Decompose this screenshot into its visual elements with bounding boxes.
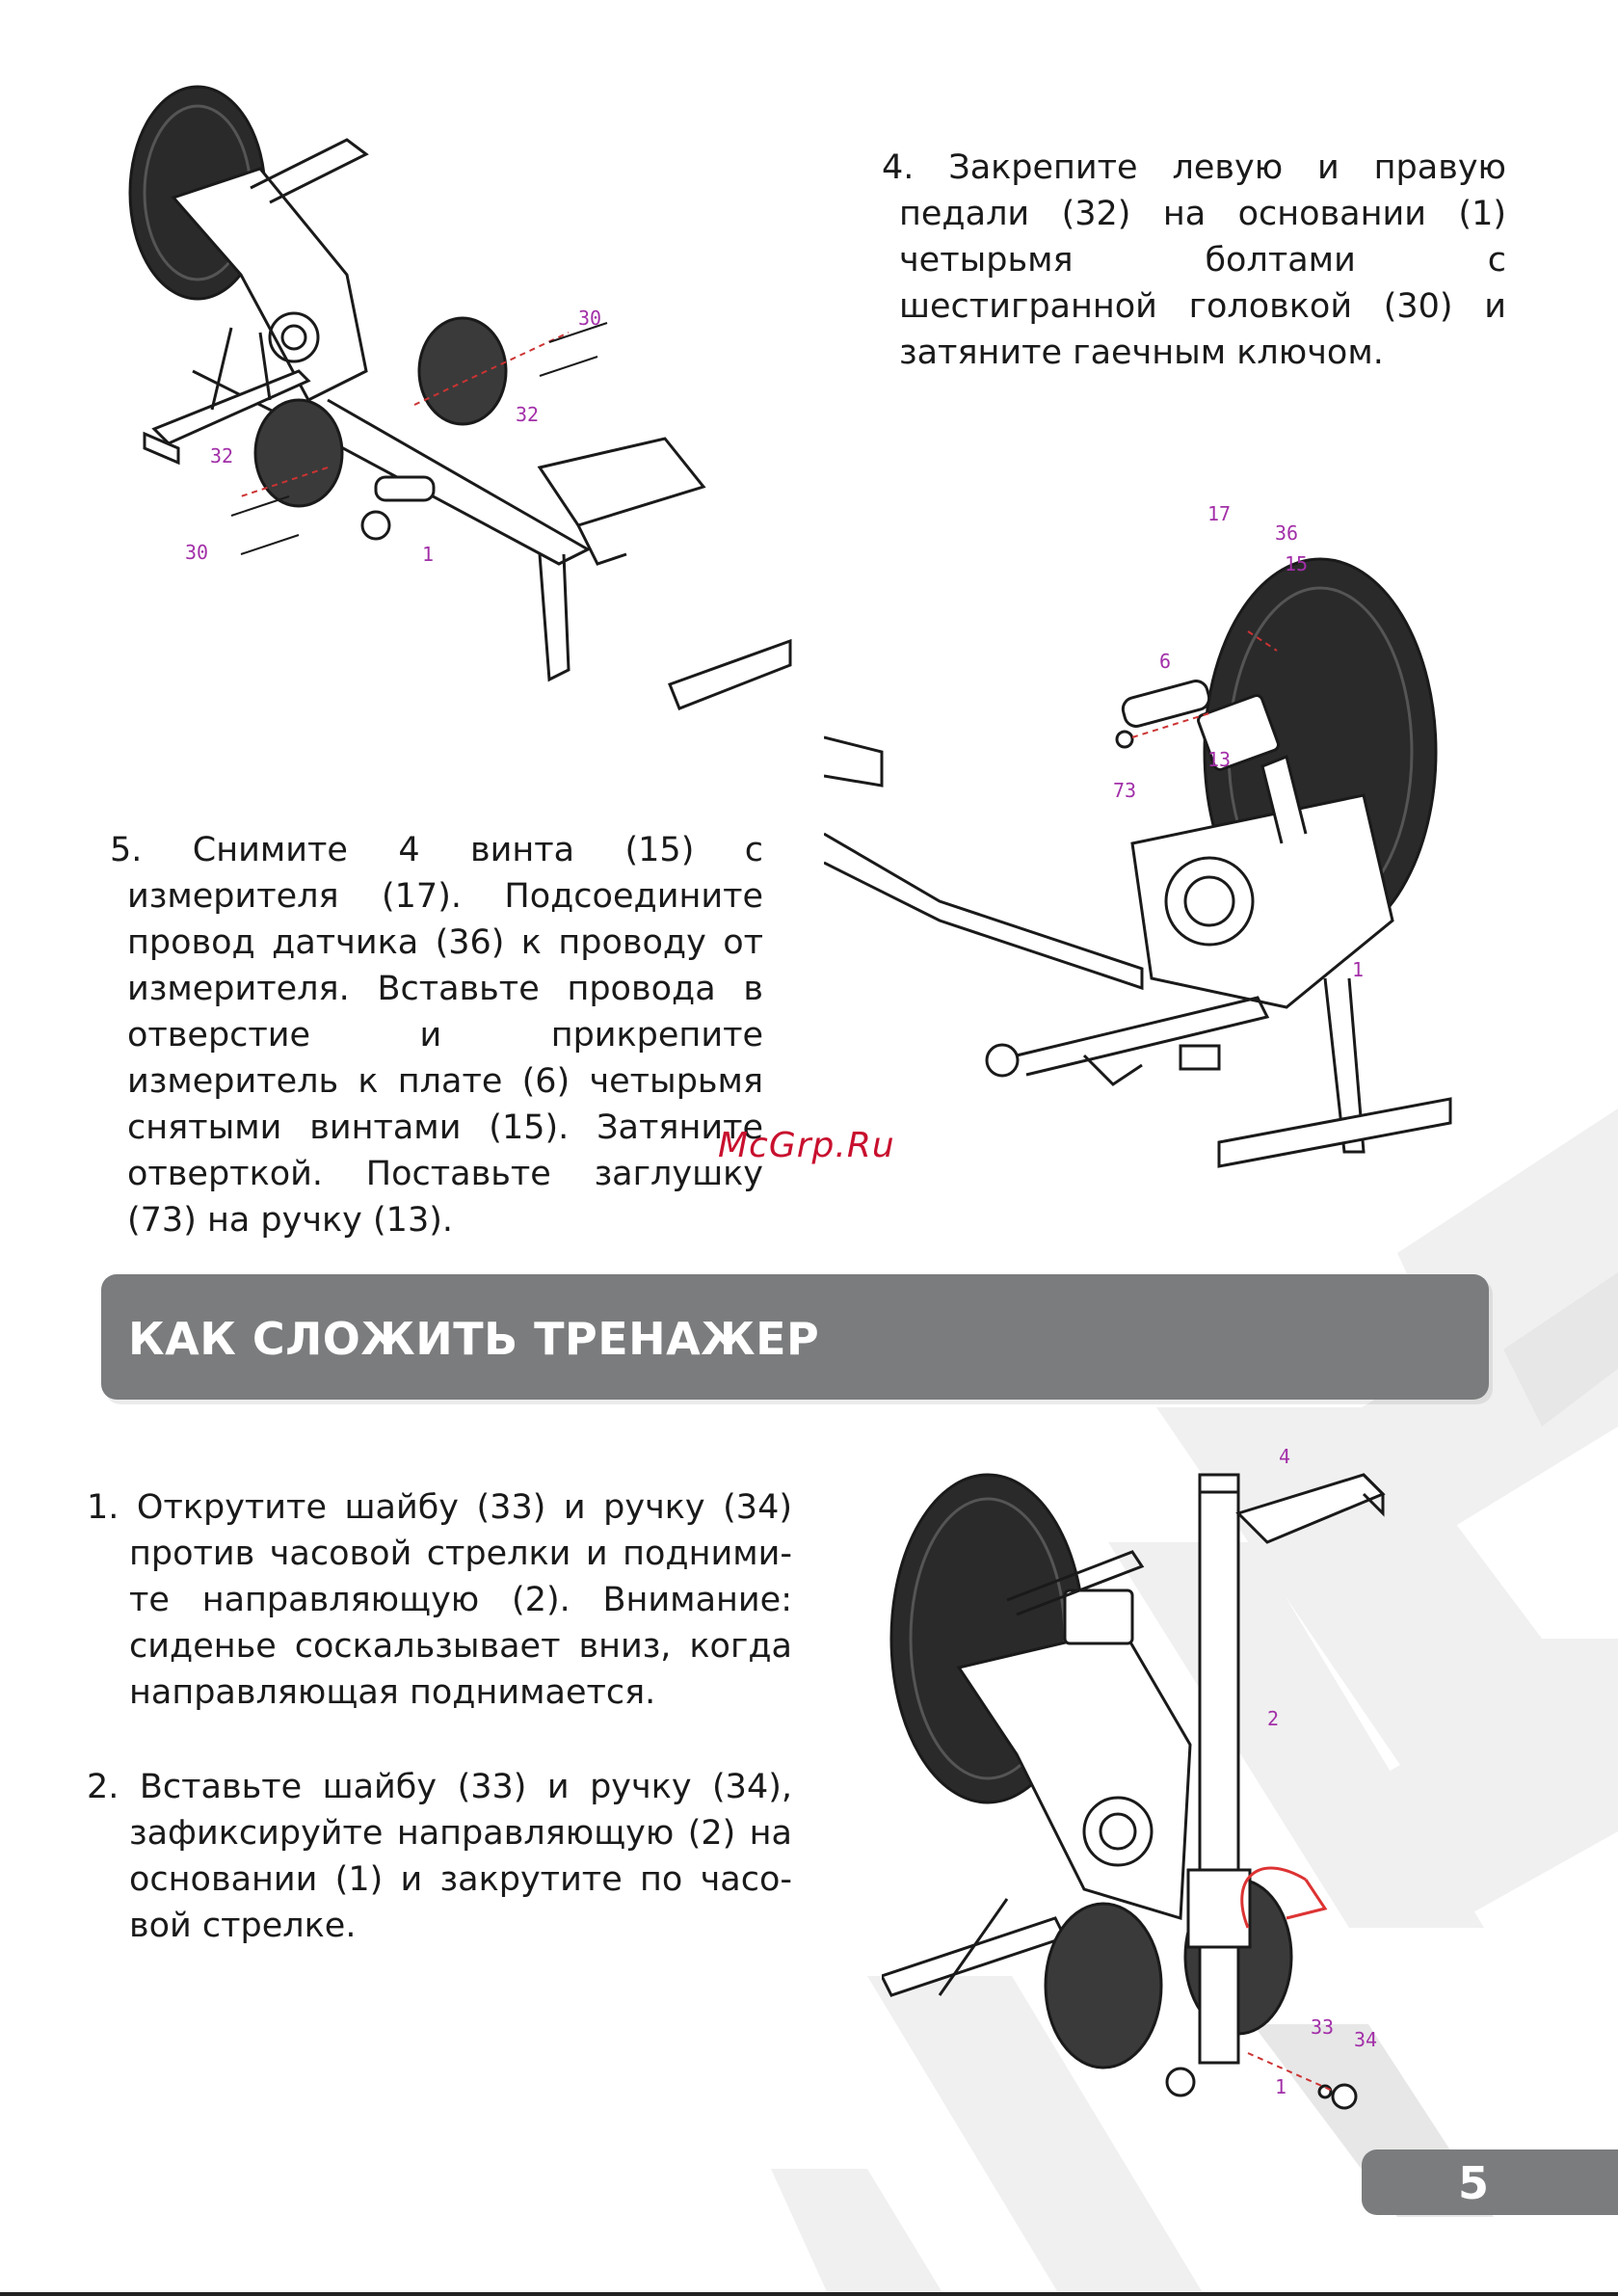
label-30-top: 30	[578, 307, 602, 330]
label-4: 4	[1279, 1445, 1291, 1468]
assembly-step-5: 5. Снимите 4 винта (15) с измерителя (17). Подсоедините провод датчика (36) к проводу от измерителя. Вставьте провода в отверстие и прикрепите измеритель к плате (6) четырьмя снятыми винтами (15). Затяните отверткой. Поставьте заглушку (73) на ручку (13).	[110, 831, 763, 1240]
label-32-left: 32	[210, 444, 234, 467]
label-1-base: 1	[422, 543, 435, 566]
label-6-plate: 6	[1159, 650, 1172, 673]
label-15-screws: 15	[1285, 552, 1309, 575]
folding-diagram	[882, 1436, 1460, 2130]
label-2-guide: 2	[1267, 1707, 1280, 1730]
label-34-knob: 34	[1354, 2028, 1378, 2051]
label-1-base: 1	[1275, 2075, 1287, 2098]
section-header-bar	[101, 1274, 1489, 1400]
label-1-base: 1	[1352, 958, 1365, 981]
label-17-meter: 17	[1207, 502, 1232, 525]
page-number-tab	[1362, 2149, 1618, 2215]
label-73-plug: 73	[1113, 779, 1137, 802]
label-13-handle: 13	[1207, 748, 1232, 771]
watermark: McGrp.Ru	[718, 1126, 895, 1165]
label-33-washer: 33	[1311, 2016, 1335, 2039]
pedal-assembly-diagram	[125, 82, 809, 747]
fold-step-2: 2. Вставьте шайбу (33) и ручку (34), зафиксируйте направляющую (2) на основании (1) и закрутите по часо-вой стрелке.	[87, 1768, 792, 1945]
fold-step-1: 1. Открутите шайбу (33) и ручку (34) против часовой стрелки и подними-те направляющую (2). Внимание: сиденье соскальзывает вниз, когда направляющая поднимается.	[87, 1488, 792, 1712]
section-title: КАК СЛОЖИТЬ ТРЕНАЖЕР	[128, 1313, 820, 1365]
meter-installation-diagram	[824, 496, 1499, 1190]
page-number: 5	[1458, 2157, 1490, 2209]
bottom-rule	[0, 2292, 1618, 2296]
label-36-wire: 36	[1275, 521, 1299, 545]
assembly-step-4: 4. Закрепите левую и правую педали (32) на основании (1) четырьмя болтами с шестигранной головкой (30) и затяните гаечным ключом.	[882, 148, 1506, 372]
label-32-right: 32	[516, 403, 540, 426]
label-30-bottom: 30	[185, 541, 209, 564]
